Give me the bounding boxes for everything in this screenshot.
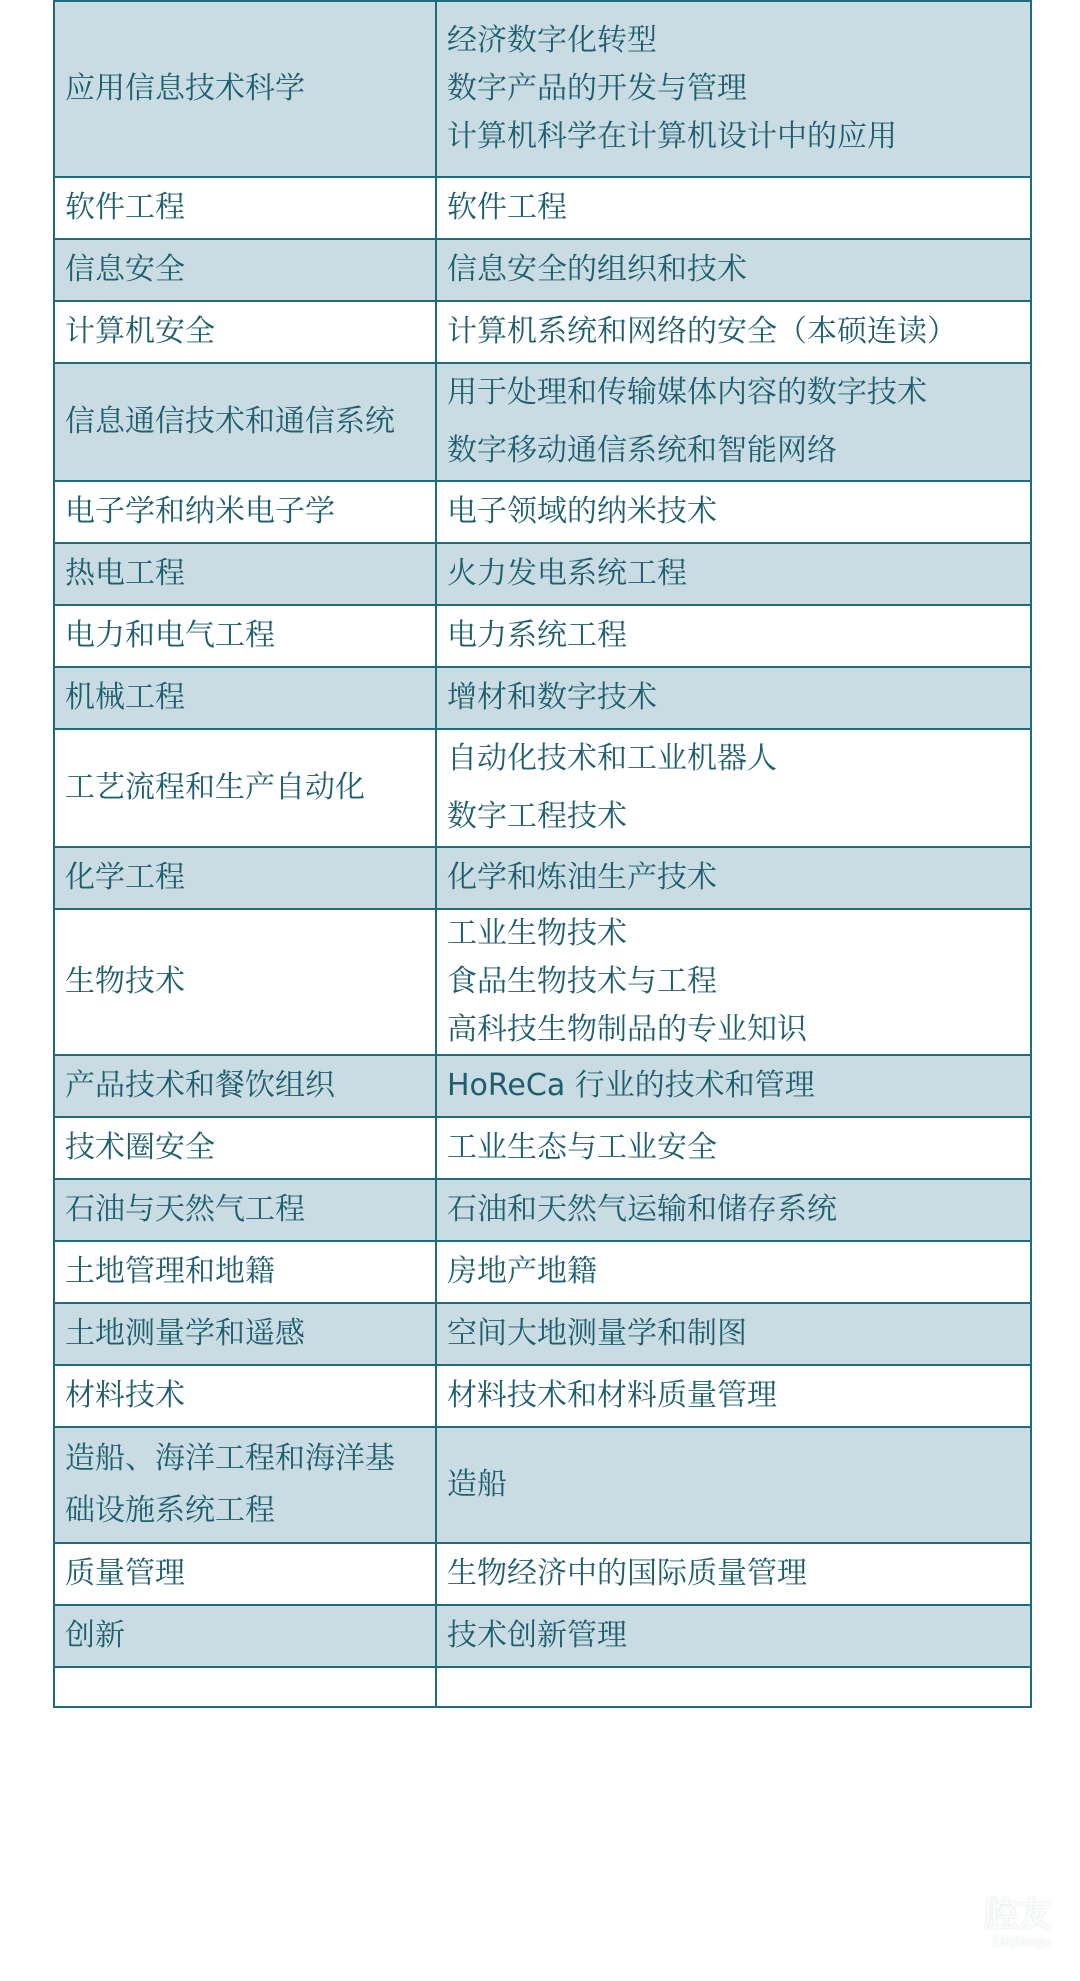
program-name: 信息安全的组织和技术 — [447, 252, 747, 287]
table-body — [54, 1, 1031, 1707]
table-row — [54, 1241, 1031, 1303]
program-cell — [436, 301, 1031, 363]
table-row — [54, 1303, 1031, 1365]
program-cell — [436, 1605, 1031, 1667]
major-cell — [54, 1179, 436, 1241]
table-row — [54, 301, 1031, 363]
program-cell — [436, 1365, 1031, 1427]
major-cell — [54, 729, 436, 847]
major-name: 创新 — [65, 1618, 125, 1653]
major-name: 生物技术 — [65, 964, 185, 999]
major-cell — [54, 1543, 436, 1605]
site-watermark — [960, 1895, 1052, 1957]
major-cell — [54, 239, 436, 301]
watermark-logo-text: 腔友 — [984, 1895, 1052, 1935]
program-name: 数字移动通信系统和智能网络 — [447, 433, 837, 468]
program-name: 软件工程 — [447, 190, 567, 225]
majors-programs-table — [53, 0, 1032, 1708]
program-name: 数字工程技术 — [447, 799, 627, 834]
program-cell — [436, 1241, 1031, 1303]
program-name: 电力系统工程 — [447, 618, 627, 653]
table-row — [54, 1179, 1031, 1241]
program-cell — [436, 1, 1031, 177]
major-cell — [54, 177, 436, 239]
table-row — [54, 1667, 1031, 1707]
major-cell — [54, 543, 436, 605]
program-table-container — [53, 0, 1030, 1708]
program-cell — [436, 729, 1031, 847]
major-name: 材料技术 — [65, 1378, 185, 1413]
program-cell — [436, 1543, 1031, 1605]
major-name: 石油与天然气工程 — [65, 1192, 305, 1227]
major-cell — [54, 363, 436, 481]
program-cell — [436, 605, 1031, 667]
program-cell — [436, 177, 1031, 239]
major-cell — [54, 1605, 436, 1667]
program-cell — [436, 481, 1031, 543]
table-row — [54, 1543, 1031, 1605]
table-row — [54, 1055, 1031, 1117]
program-name: 用于处理和传输媒体内容的数字技术 — [447, 375, 927, 410]
major-name: 技术圈安全 — [65, 1130, 215, 1165]
table-row — [54, 543, 1031, 605]
watermark-sub-text: 18qiangu — [990, 1935, 1052, 1950]
table-row — [54, 1, 1031, 177]
program-name: 工业生物技术 — [447, 916, 627, 951]
program-name: 材料技术和材料质量管理 — [447, 1378, 777, 1413]
major-name: 土地管理和地籍 — [65, 1254, 275, 1289]
major-name: 信息通信技术和通信系统 — [65, 404, 395, 439]
major-name-line: 础设施系统工程 — [65, 1493, 275, 1528]
table-row — [54, 1117, 1031, 1179]
major-cell — [54, 605, 436, 667]
table-row — [54, 1605, 1031, 1667]
table-row — [54, 909, 1031, 1055]
table-row — [54, 1427, 1031, 1543]
program-name: 生物经济中的国际质量管理 — [447, 1556, 807, 1591]
major-cell — [54, 481, 436, 543]
program-name: 经济数字化转型 — [447, 23, 657, 58]
program-cell — [436, 1055, 1031, 1117]
program-name: 自动化技术和工业机器人 — [447, 741, 777, 776]
program-cell — [436, 1667, 1031, 1707]
program-name: 食品生物技术与工程 — [447, 964, 717, 999]
program-cell — [436, 1117, 1031, 1179]
program-cell — [436, 667, 1031, 729]
major-cell — [54, 1303, 436, 1365]
major-name: 土地测量学和遥感 — [65, 1316, 305, 1351]
program-name: 计算机系统和网络的安全（本硕连读） — [447, 314, 957, 349]
table-row — [54, 481, 1031, 543]
program-cell — [436, 1179, 1031, 1241]
major-name: 机械工程 — [65, 680, 185, 715]
major-name: 软件工程 — [65, 190, 185, 225]
program-cell — [436, 363, 1031, 481]
major-name: 产品技术和餐饮组织 — [65, 1068, 335, 1103]
major-cell — [54, 909, 436, 1055]
program-name: 数字产品的开发与管理 — [447, 71, 747, 106]
table-row — [54, 177, 1031, 239]
major-name: 工艺流程和生产自动化 — [65, 770, 365, 805]
table-row — [54, 667, 1031, 729]
major-name: 信息安全 — [65, 252, 185, 287]
program-name: 空间大地测量学和制图 — [447, 1316, 747, 1351]
table-row — [54, 847, 1031, 909]
major-cell — [54, 1, 436, 177]
program-cell — [436, 1427, 1031, 1543]
program-name: 高科技生物制品的专业知识 — [447, 1012, 807, 1047]
program-name: 计算机科学在计算机设计中的应用 — [447, 119, 897, 154]
program-name: 火力发电系统工程 — [447, 556, 687, 591]
table-row — [54, 729, 1031, 847]
major-name: 热电工程 — [65, 556, 185, 591]
program-name: 化学和炼油生产技术 — [447, 860, 717, 895]
program-name: 技术创新管理 — [447, 1618, 627, 1653]
program-name: 增材和数字技术 — [447, 680, 657, 715]
major-cell — [54, 1365, 436, 1427]
major-cell — [54, 1241, 436, 1303]
major-cell — [54, 1427, 436, 1543]
major-name: 应用信息技术科学 — [65, 71, 305, 106]
major-cell — [54, 1667, 436, 1707]
table-row — [54, 605, 1031, 667]
major-name: 电力和电气工程 — [65, 618, 275, 653]
major-name: 化学工程 — [65, 860, 185, 895]
program-cell — [436, 543, 1031, 605]
major-cell — [54, 667, 436, 729]
program-cell — [436, 239, 1031, 301]
major-cell — [54, 1117, 436, 1179]
program-cell — [436, 1303, 1031, 1365]
program-cell — [436, 909, 1031, 1055]
program-name: 石油和天然气运输和储存系统 — [447, 1192, 837, 1227]
program-cell — [436, 847, 1031, 909]
major-cell — [54, 301, 436, 363]
major-name-line: 造船、海洋工程和海洋基 — [65, 1441, 395, 1476]
major-name: 计算机安全 — [65, 314, 215, 349]
major-cell — [54, 847, 436, 909]
program-name: HoReCa 行业的技术和管理 — [447, 1068, 815, 1103]
major-name: 质量管理 — [65, 1556, 185, 1591]
program-name: 造船 — [447, 1467, 507, 1502]
program-name: 工业生态与工业安全 — [447, 1130, 717, 1165]
table-row — [54, 363, 1031, 481]
program-name: 电子领域的纳米技术 — [447, 494, 717, 529]
major-cell — [54, 1055, 436, 1117]
major-name: 电子学和纳米电子学 — [65, 494, 335, 529]
program-name: 房地产地籍 — [447, 1254, 597, 1289]
table-row — [54, 1365, 1031, 1427]
table-row — [54, 239, 1031, 301]
